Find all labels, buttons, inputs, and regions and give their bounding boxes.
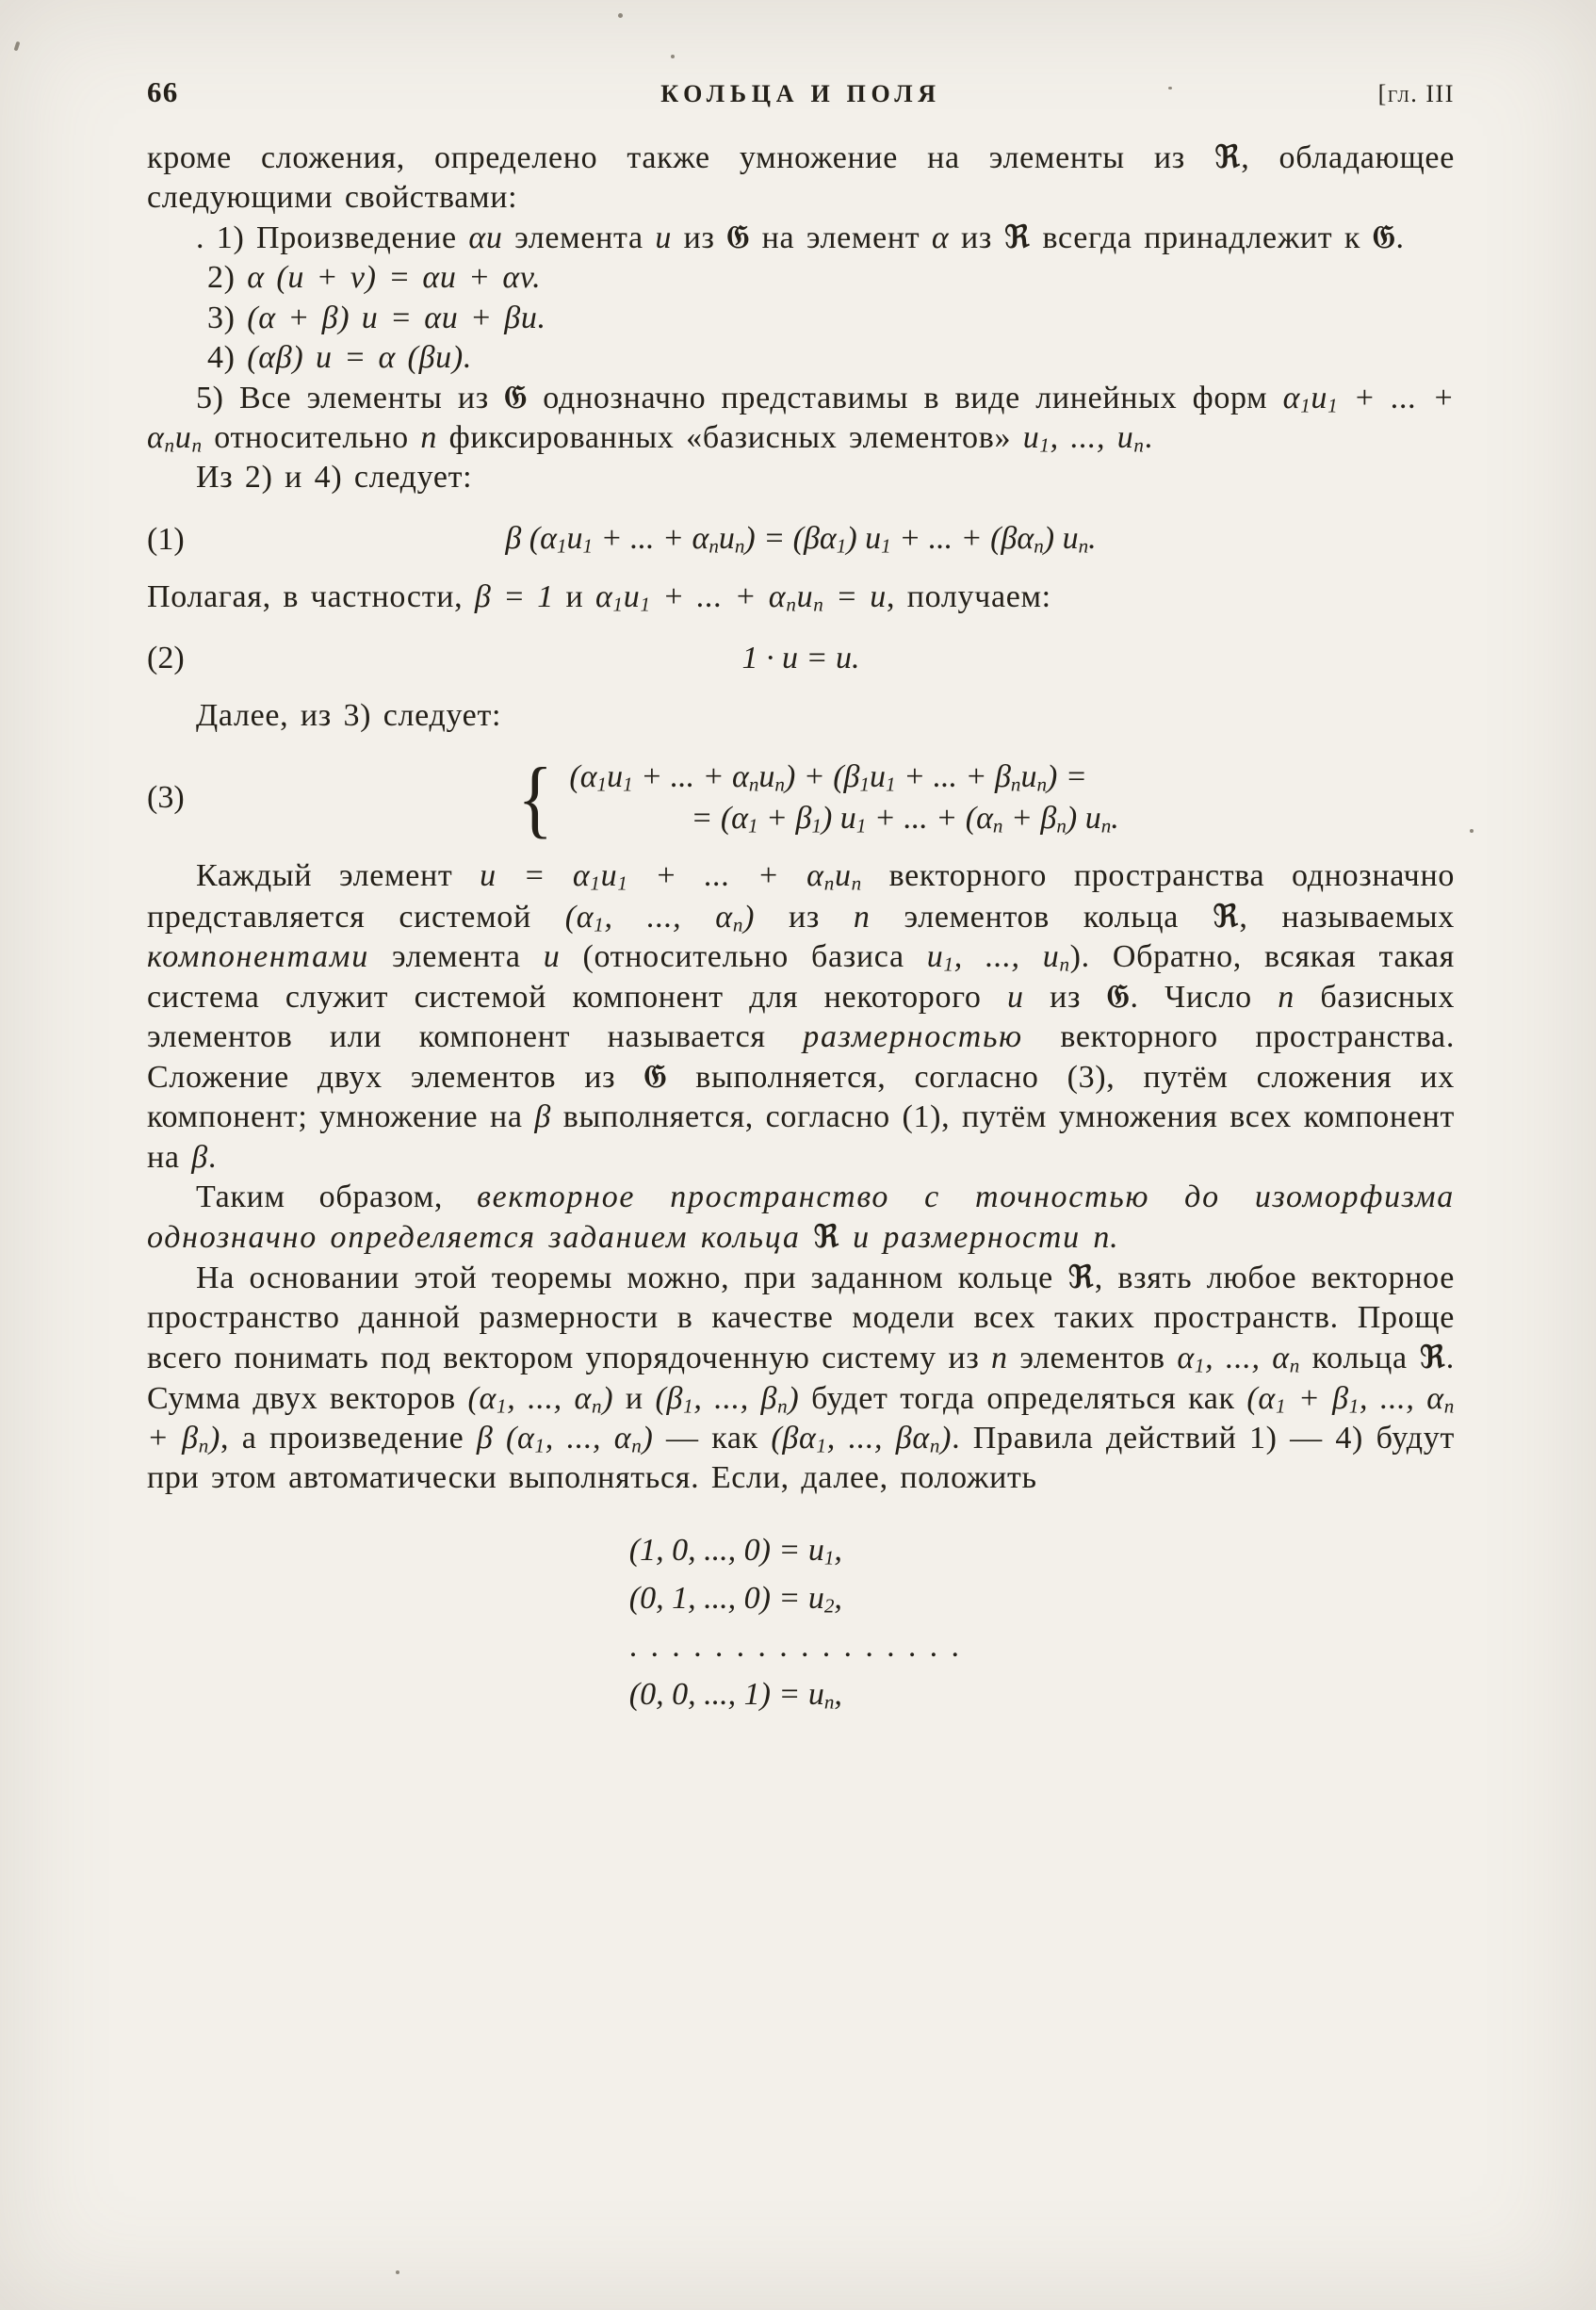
- text-run: из: [755, 899, 854, 935]
- text-run: Полагая, в частности,: [147, 578, 475, 614]
- text-run: из: [672, 220, 727, 256]
- math-run: ($\beta\alpha_1$, ..., $\beta\alpha_n$): [771, 1420, 953, 1457]
- equation-1: [147, 518, 1455, 560]
- text-run: .: [1395, 220, 1405, 256]
- text-run: , а произведение: [220, 1420, 477, 1456]
- math-run: u: [543, 938, 561, 974]
- scan-speck: [1470, 829, 1474, 833]
- text-run: выполняется, согласно (3), путём сложения их компонент; умножение на: [147, 1060, 1455, 1135]
- text-run: и: [553, 578, 596, 614]
- emphasis-run: компонентами: [147, 938, 369, 974]
- chapter-ref: [гл. III: [1377, 80, 1455, 107]
- text-run: элемента: [502, 220, 656, 256]
- equation-line: ($\alpha_1u_1$ + ... + $\alpha_nu_n) + (\beta_1u_1$ + ... + $\beta_nu_n$) =: [569, 759, 1087, 796]
- fraktur-symbol: ℜ: [1067, 1259, 1095, 1297]
- fraktur-symbol: 𝔊: [504, 378, 528, 416]
- emphasis-run: и размерности: [839, 1219, 1094, 1255]
- basis-definitions: [147, 1526, 1455, 1718]
- math-run: $\alpha_1$, ..., $\alpha_n$: [1177, 1341, 1301, 1377]
- math-run: αu: [468, 220, 503, 256]
- text-run: относительно: [202, 420, 421, 456]
- scan-speck: [1168, 87, 1172, 89]
- text-run: Далее, из 3) следует:: [196, 697, 502, 733]
- text-run: На основании этой теоремы можно, при заданном кольце: [196, 1261, 1068, 1296]
- components-paragraph: [147, 856, 1455, 1177]
- scan-speck: [14, 41, 21, 52]
- property-3: [147, 299, 1455, 338]
- text-run: 4): [207, 339, 248, 375]
- equation-stack: [629, 1526, 972, 1718]
- math-run: β = 1: [474, 578, 554, 614]
- scan-speck: [671, 55, 675, 58]
- emphasis-run: размерностью: [803, 1019, 1023, 1055]
- text-run: на элемент: [750, 220, 932, 256]
- text-run: элемента: [368, 938, 544, 974]
- math-run: β: [191, 1139, 208, 1175]
- text-run: 3): [207, 300, 248, 335]
- text-run: фиксированных «базисных элементов»: [437, 420, 1023, 456]
- equation-line: (1, 0, ..., $0) = u_1$,: [628, 1532, 842, 1570]
- math-run: $\alpha_1u_1$ + ... + $\alpha_nu_n$: [147, 380, 1456, 457]
- model-paragraph: [147, 1258, 1455, 1498]
- math-run: u: [1007, 979, 1024, 1015]
- text-run: , обладающее следующими свойствами:: [147, 140, 1455, 216]
- text-run: — как: [653, 1420, 772, 1456]
- page-body: [147, 138, 1455, 1718]
- text-run: . 1) Произведение: [196, 220, 469, 256]
- emphasis-run: векторное пространство с точностью до изоморфизма однозначно определяется заданием кольца: [147, 1179, 1455, 1255]
- equation-line: = $(\alpha_1 + \beta_1) u_1$ + ... + $(\alpha_n + \beta_n)$ $u_n$.: [691, 801, 1119, 838]
- page-number: 66: [147, 75, 179, 108]
- fraktur-symbol: ℜ: [1213, 897, 1240, 935]
- emphasis-run: .: [1110, 1219, 1120, 1255]
- equation-lines: [569, 756, 1119, 839]
- text-run: Из 2) и 4) следует:: [196, 460, 473, 496]
- text-run: .: [207, 1139, 218, 1175]
- derivation-intro-2: [147, 696, 1455, 736]
- scan-speck: [396, 2270, 399, 2274]
- equation-label: (2): [147, 640, 185, 675]
- fraktur-symbol: 𝔊: [1106, 977, 1131, 1016]
- text-run: векторного пространства. Сложение двух элементов из: [147, 1019, 1456, 1096]
- equation-line: (0, 1, ..., $0) = u_2$,: [628, 1580, 842, 1618]
- equation-line: (0, 0, ..., $1) = u_n$,: [628, 1676, 842, 1714]
- text-run: Таким образом,: [196, 1179, 478, 1214]
- left-brace: {: [517, 749, 554, 846]
- text-run: базисных элементов или компонент называется: [147, 979, 1455, 1055]
- text-run: (относительно базиса: [560, 938, 927, 974]
- text-run: .: [1144, 420, 1153, 456]
- math-run: $u_1$, ..., $u_n$: [926, 938, 1070, 976]
- math-run: α: [931, 220, 950, 256]
- text-run: ). Обратно, всякая такая система служит системой компонент для некоторого: [147, 938, 1456, 1015]
- text-run: всегда принадлежит к: [1030, 220, 1373, 256]
- math-run: (α + β) u = αu + βu.: [247, 300, 546, 335]
- equation-body: β ($\alpha_1u_1$ + ... + $\alpha_nu_n) = (\beta\alpha_1)$ $u_1$ + ... + $(\beta\alpha_n)$ $u_n$.: [505, 521, 1097, 559]
- equation-3: [147, 749, 1455, 846]
- text-run: , получаем:: [886, 578, 1051, 614]
- text-run: будет тогда определяться как: [799, 1380, 1247, 1416]
- text-run: Каждый элемент: [196, 858, 480, 894]
- fraktur-symbol: 𝔊: [1372, 219, 1396, 257]
- math-run: α (u + v) = αu + αv.: [247, 260, 542, 296]
- derivation-intro-1: [147, 458, 1455, 497]
- ellipsis-line: ................: [628, 1628, 973, 1664]
- text-run: из: [1023, 979, 1107, 1015]
- math-run: $u_1$, ..., $u_n$: [1022, 420, 1145, 457]
- fraktur-symbol: ℜ: [1419, 1339, 1446, 1377]
- fraktur-symbol: ℜ: [1003, 219, 1031, 257]
- equation-label: (1): [147, 521, 185, 557]
- math-run: n: [991, 1341, 1008, 1376]
- text-run: . Правила действий 1) — 4) будут при этом автоматически выполняться. Если, далее, положить: [147, 1420, 1455, 1495]
- text-run: кольца: [1300, 1341, 1420, 1376]
- text-run: , называемых: [1239, 899, 1455, 935]
- fraktur-symbol: 𝔊: [643, 1058, 668, 1097]
- fraktur-symbol: ℜ: [813, 1217, 840, 1256]
- scan-speck: [618, 13, 623, 18]
- math-run: β: [534, 1099, 552, 1135]
- text-run: однозначно представимы в виде линейных форм: [528, 380, 1283, 415]
- fraktur-symbol: ℜ: [1213, 138, 1242, 176]
- math-run: ($\alpha_1$, ..., $\alpha_n$): [467, 1380, 614, 1418]
- math-run: β ($\alpha_1$, ..., $\alpha_n$): [476, 1420, 654, 1457]
- equation-2: [147, 638, 1455, 679]
- text-run: элементов кольца: [870, 899, 1213, 935]
- math-run: n: [1278, 979, 1295, 1015]
- text-run: элементов: [1007, 1341, 1178, 1376]
- intro-continuation: [147, 138, 1455, 218]
- text-run: выполняется, согласно (1), путём умножения всех компонент на: [147, 1099, 1456, 1175]
- math-run: ($\alpha_1 + \beta_1$, ..., $\alpha_n + \beta_n$): [147, 1380, 1455, 1457]
- text-run: из: [949, 220, 1004, 256]
- theorem-paragraph: [147, 1178, 1455, 1258]
- math-run: n: [853, 899, 871, 935]
- equation-body: 1 · u = u.: [741, 640, 860, 675]
- math-run: (αβ) u = α (βu).: [247, 339, 473, 375]
- math-run: ($\alpha_1$, ..., $\alpha_n$): [564, 899, 756, 936]
- text-run: 2): [207, 260, 248, 296]
- property-1: [147, 218, 1455, 258]
- math-run: $u = \alpha_1u_1$ + ... + $\alpha_nu_n$: [480, 858, 862, 896]
- running-header: [147, 75, 1455, 109]
- equation-label: (3): [147, 780, 185, 816]
- text-run: . Сумма двух векторов: [147, 1341, 1455, 1416]
- text-run: , взять любое векторное пространство данной размерности в качестве модели всех таких пространств. Проще всего понимать под вектором упорядоченную систему из: [147, 1261, 1455, 1376]
- math-run: n: [1093, 1219, 1111, 1255]
- between-equations: [147, 578, 1455, 617]
- running-title: КОЛЬЦА И ПОЛЯ: [660, 80, 941, 107]
- fraktur-symbol: 𝔊: [726, 219, 751, 257]
- text-run: . Число: [1130, 979, 1278, 1015]
- text-run: кроме сложения, определено также умножение на элементы из: [147, 140, 1214, 175]
- text-run: 5) Все элементы из: [196, 380, 505, 415]
- math-run: ($\beta_1$, ..., $\beta_n$): [655, 1380, 800, 1418]
- math-run: u: [655, 220, 673, 256]
- property-5: [147, 378, 1455, 458]
- text-run: и: [613, 1380, 656, 1416]
- property-2: [147, 258, 1455, 298]
- text-run: векторного пространства однозначно представляется системой: [147, 858, 1455, 935]
- math-run: n: [420, 420, 438, 456]
- math-run: $\alpha_1u_1$ + ... + $\alpha_nu_n = u$: [595, 578, 887, 616]
- property-4: [147, 338, 1455, 378]
